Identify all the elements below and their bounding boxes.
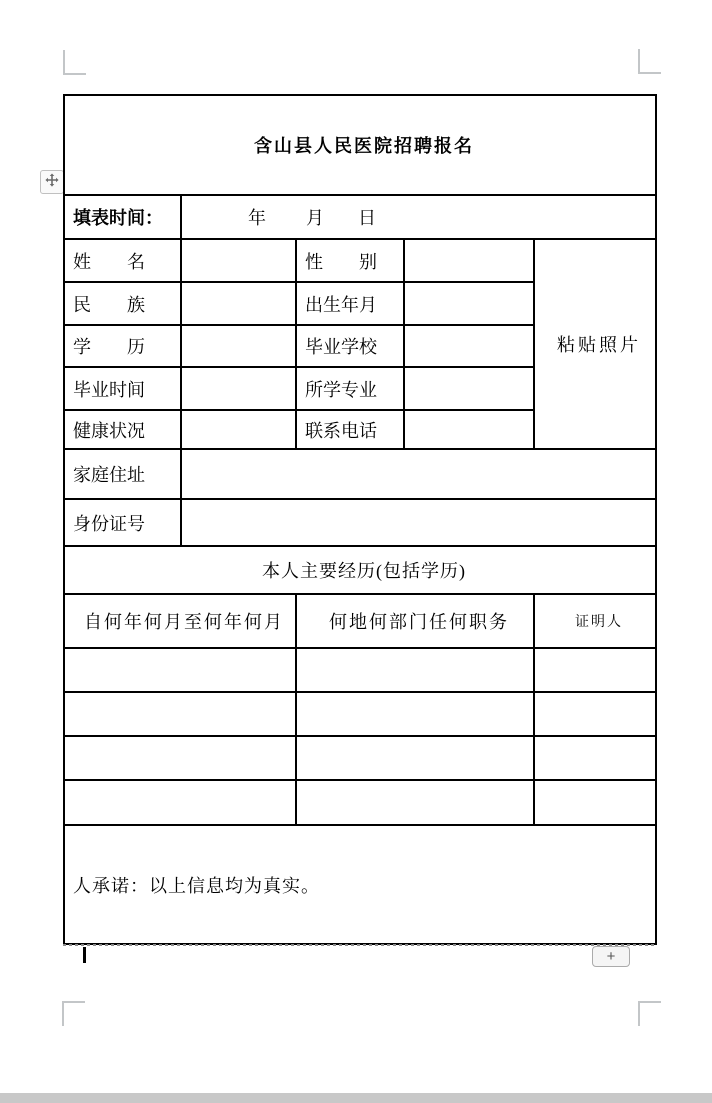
field-input-name[interactable] (181, 239, 296, 282)
margin-mark-bottom-left (62, 1001, 85, 1026)
experience-position-cell[interactable] (296, 692, 534, 736)
experience-section-title: 本人主要经历(包括学历) (64, 546, 656, 594)
experience-witness-cell[interactable] (534, 692, 656, 736)
field-input-ethnicity[interactable] (181, 282, 296, 325)
experience-witness-cell[interactable] (534, 736, 656, 780)
field-label-phone: 联系电话 (296, 410, 404, 449)
field-input-education[interactable] (181, 325, 296, 367)
experience-position-cell[interactable] (296, 736, 534, 780)
date-year-label: 年 (248, 208, 266, 228)
margin-mark-top-right (638, 49, 661, 74)
text-cursor (83, 947, 86, 963)
field-label-name: 姓 名 (64, 239, 181, 282)
page-break-dashed-line (63, 944, 655, 946)
experience-row (64, 692, 656, 736)
field-label-id-number: 身份证号 (64, 499, 181, 546)
date-input-cell[interactable] (181, 195, 656, 239)
field-input-school[interactable] (404, 325, 534, 367)
field-label-education: 学 历 (64, 325, 181, 367)
date-day-label: 日 (358, 208, 376, 228)
date-label: 填表时间： (64, 195, 181, 239)
field-label-birthdate: 出生年月 (296, 282, 404, 325)
field-label-ethnicity: 民 族 (64, 282, 181, 325)
experience-row (64, 648, 656, 692)
experience-row (64, 780, 656, 825)
commitment-statement: 人承诺：以上信息均为真实。 (64, 825, 656, 944)
field-label-gender: 性 别 (296, 239, 404, 282)
experience-header-witness: 证明人 (534, 594, 656, 648)
experience-header-position: 何地何部门任何职务 (296, 594, 534, 648)
field-label-address: 家庭住址 (64, 449, 181, 499)
field-label-health: 健康状况 (64, 410, 181, 449)
application-form-table (63, 94, 657, 945)
field-label-school: 毕业学校 (296, 325, 404, 367)
margin-mark-bottom-right (638, 1001, 661, 1026)
experience-period-cell[interactable] (64, 692, 296, 736)
field-input-health[interactable] (181, 410, 296, 449)
field-input-gender[interactable] (404, 239, 534, 282)
field-label-grad-time: 毕业时间 (64, 367, 181, 410)
page-gap-strip (0, 1093, 712, 1103)
form-title: 含山县人民医院招聘报名 (64, 95, 656, 195)
add-page-button[interactable] (592, 946, 630, 967)
field-label-major: 所学专业 (296, 367, 404, 410)
table-move-handle[interactable] (40, 170, 64, 194)
plus-icon: + (606, 948, 616, 965)
experience-witness-cell[interactable] (534, 780, 656, 825)
margin-mark-top-left (63, 50, 86, 75)
experience-period-cell[interactable] (64, 736, 296, 780)
field-input-address[interactable] (181, 449, 656, 499)
move-icon (45, 173, 59, 192)
experience-witness-cell[interactable] (534, 648, 656, 692)
field-input-grad-time[interactable] (181, 367, 296, 410)
field-input-phone[interactable] (404, 410, 534, 449)
experience-period-cell[interactable] (64, 648, 296, 692)
experience-position-cell[interactable] (296, 648, 534, 692)
field-input-id-number[interactable] (181, 499, 656, 546)
field-input-birthdate[interactable] (404, 282, 534, 325)
field-input-major[interactable] (404, 367, 534, 410)
experience-row (64, 736, 656, 780)
photo-paste-cell[interactable]: 粘贴照片 (534, 239, 656, 449)
experience-period-cell[interactable] (64, 780, 296, 825)
experience-position-cell[interactable] (296, 780, 534, 825)
date-month-label: 月 (306, 208, 324, 228)
experience-header-period: 自何年何月至何年何月 (64, 594, 296, 648)
